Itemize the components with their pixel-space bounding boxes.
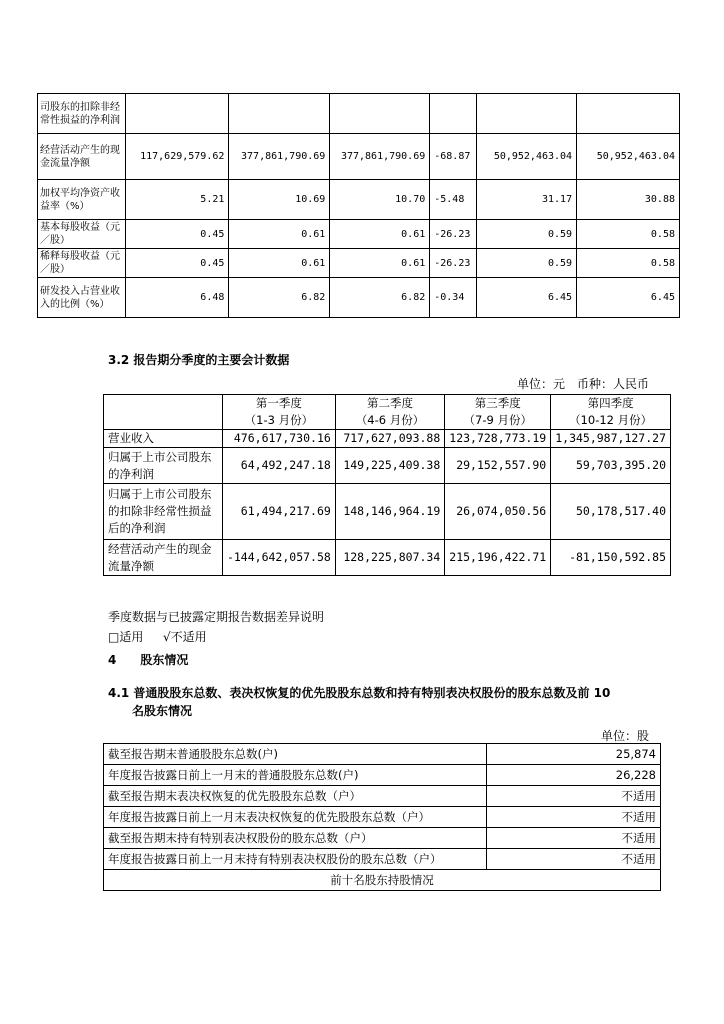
value-cell: -5.48 <box>430 180 477 220</box>
value-cell: -0.34 <box>430 278 477 318</box>
value-cell: 50,952,463.04 <box>477 134 577 180</box>
row-label: 年度报告披露日前上一月末的普通股股东总数(户) <box>104 765 487 786</box>
value-cell: 10.70 <box>330 180 430 220</box>
table-row <box>104 430 671 448</box>
quarter-header-q3: 第三季度 （7-9 月份） <box>445 395 551 430</box>
value-cell: 61,494,217.69 <box>222 484 335 540</box>
value-cell: 6.45 <box>477 278 577 318</box>
quarterly-data-table <box>103 394 671 576</box>
row-label: 归属于上市公司股东的扣除非经常性损益后的净利润 <box>104 484 223 540</box>
table-row <box>38 220 680 249</box>
value-cell: 6.82 <box>229 278 330 318</box>
quarter-header-q1: 第一季度 （1-3 月份） <box>222 395 335 430</box>
table-row <box>104 540 671 576</box>
value-cell <box>477 94 577 134</box>
row-label: 年度报告披露日前上一月末表决权恢复的优先股股东总数（户） <box>104 807 487 828</box>
table-row <box>104 849 661 870</box>
value-cell <box>577 94 680 134</box>
value-cell: 不适用 <box>487 828 661 849</box>
financial-indicators-table <box>37 93 680 318</box>
section-4-title <box>108 651 188 668</box>
value-cell: 29,152,557.90 <box>445 448 551 484</box>
value-cell: -26.23 <box>430 220 477 249</box>
value-cell: 64,492,247.18 <box>222 448 335 484</box>
row-label: 经营活动产生的现金流量净额 <box>38 134 126 180</box>
value-cell: 149,225,409.38 <box>335 448 444 484</box>
table-row <box>38 249 680 278</box>
value-cell: 50,178,517.40 <box>551 484 671 540</box>
value-cell: 0.59 <box>477 220 577 249</box>
table-row <box>38 278 680 318</box>
value-cell: -81,150,592.85 <box>551 540 671 576</box>
value-cell: 50,952,463.04 <box>577 134 680 180</box>
value-cell: 59,703,395.20 <box>551 448 671 484</box>
value-cell: 476,617,730.16 <box>222 430 335 448</box>
value-cell: 377,861,790.69 <box>229 134 330 180</box>
section-4-text: 股东情况 <box>140 653 189 667</box>
table-row <box>104 828 661 849</box>
quarter-header-q4: 第四季度 （10-12 月份） <box>551 395 671 430</box>
row-label: 经营活动产生的现金流量净额 <box>104 540 223 576</box>
table-row <box>104 484 671 540</box>
quarter-header-row <box>104 395 671 430</box>
applicability-options <box>108 628 207 645</box>
value-cell: 0.45 <box>126 220 229 249</box>
unit-label: 单位：元 币种：人民币 <box>516 377 649 391</box>
value-cell: 128,225,807.34 <box>335 540 444 576</box>
quarterly-diff-note: 季度数据与已披露定期报告数据差异说明 <box>108 610 325 624</box>
value-cell: 1,345,987,127.27 <box>551 430 671 448</box>
row-label: 稀释每股收益（元／股） <box>38 249 126 278</box>
row-label: 研发投入占营业收入的比例（%） <box>38 278 126 318</box>
value-cell: 0.58 <box>577 220 680 249</box>
row-label: 基本每股收益（元／股） <box>38 220 126 249</box>
value-cell: 377,861,790.69 <box>330 134 430 180</box>
row-label: 营业收入 <box>104 430 223 448</box>
value-cell: 25,874 <box>487 744 661 765</box>
table-row <box>38 180 680 220</box>
section-4-1-title-line1: 4.1 普通股股东总数、表决权恢复的优先股股东总数和持有特别表决权股份的股东总数及前 10 <box>108 686 611 700</box>
section-4-number: 4 <box>108 653 117 667</box>
option-not-applicable: √不适用 <box>163 630 207 644</box>
top-ten-header: 前十名股东持股情况 <box>104 870 661 891</box>
table-row <box>104 786 661 807</box>
option-applicable: □适用 <box>108 630 144 644</box>
shareholder-count-table <box>103 743 661 891</box>
value-cell <box>430 94 477 134</box>
value-cell: 0.59 <box>477 249 577 278</box>
row-label: 归属于上市公司股东的净利润 <box>104 448 223 484</box>
top-ten-header-row <box>104 870 661 891</box>
share-unit-label: 单位：股 <box>600 729 649 743</box>
value-cell: 0.61 <box>330 249 430 278</box>
header-blank-cell <box>104 395 223 430</box>
value-cell: 215,196,422.71 <box>445 540 551 576</box>
value-cell: 26,228 <box>487 765 661 786</box>
value-cell: 0.61 <box>229 249 330 278</box>
value-cell: 717,627,093.88 <box>335 430 444 448</box>
value-cell: 不适用 <box>487 786 661 807</box>
value-cell: 不适用 <box>487 807 661 828</box>
row-label: 截至报告期末持有特别表决权股份的股东总数（户） <box>104 828 487 849</box>
table-row <box>104 448 671 484</box>
value-cell <box>330 94 430 134</box>
value-cell: 117,629,579.62 <box>126 134 229 180</box>
value-cell: 0.61 <box>330 220 430 249</box>
value-cell: 0.45 <box>126 249 229 278</box>
value-cell: 0.61 <box>229 220 330 249</box>
value-cell: 5.21 <box>126 180 229 220</box>
value-cell: 6.82 <box>330 278 430 318</box>
section-4-1-title-line2: 名股东情况 <box>132 704 193 718</box>
value-cell: 0.58 <box>577 249 680 278</box>
value-cell: -68.87 <box>430 134 477 180</box>
table-row <box>104 807 661 828</box>
row-label: 截至报告期末普通股股东总数(户) <box>104 744 487 765</box>
value-cell: -26.23 <box>430 249 477 278</box>
value-cell: 31.17 <box>477 180 577 220</box>
table-row <box>104 765 661 786</box>
value-cell: 148,146,964.19 <box>335 484 444 540</box>
value-cell <box>229 94 330 134</box>
value-cell: 26,074,050.56 <box>445 484 551 540</box>
value-cell: 30.88 <box>577 180 680 220</box>
table-row <box>104 744 661 765</box>
value-cell: 不适用 <box>487 849 661 870</box>
value-cell: -144,642,057.58 <box>222 540 335 576</box>
row-label: 年度报告披露日前上一月末持有特别表决权股份的股东总数（户） <box>104 849 487 870</box>
value-cell: 6.45 <box>577 278 680 318</box>
table-row <box>38 134 680 180</box>
section-3-2-title: 3.2 报告期分季度的主要会计数据 <box>108 353 290 367</box>
quarter-header-q2: 第二季度 （4-6 月份） <box>335 395 444 430</box>
row-label: 司股东的扣除非经常性损益的净利润 <box>38 94 126 134</box>
value-cell: 10.69 <box>229 180 330 220</box>
row-label: 加权平均净资产收益率（%） <box>38 180 126 220</box>
value-cell: 6.48 <box>126 278 229 318</box>
row-label: 截至报告期末表决权恢复的优先股股东总数（户） <box>104 786 487 807</box>
table-row <box>38 94 680 134</box>
value-cell: 123,728,773.19 <box>445 430 551 448</box>
value-cell <box>126 94 229 134</box>
